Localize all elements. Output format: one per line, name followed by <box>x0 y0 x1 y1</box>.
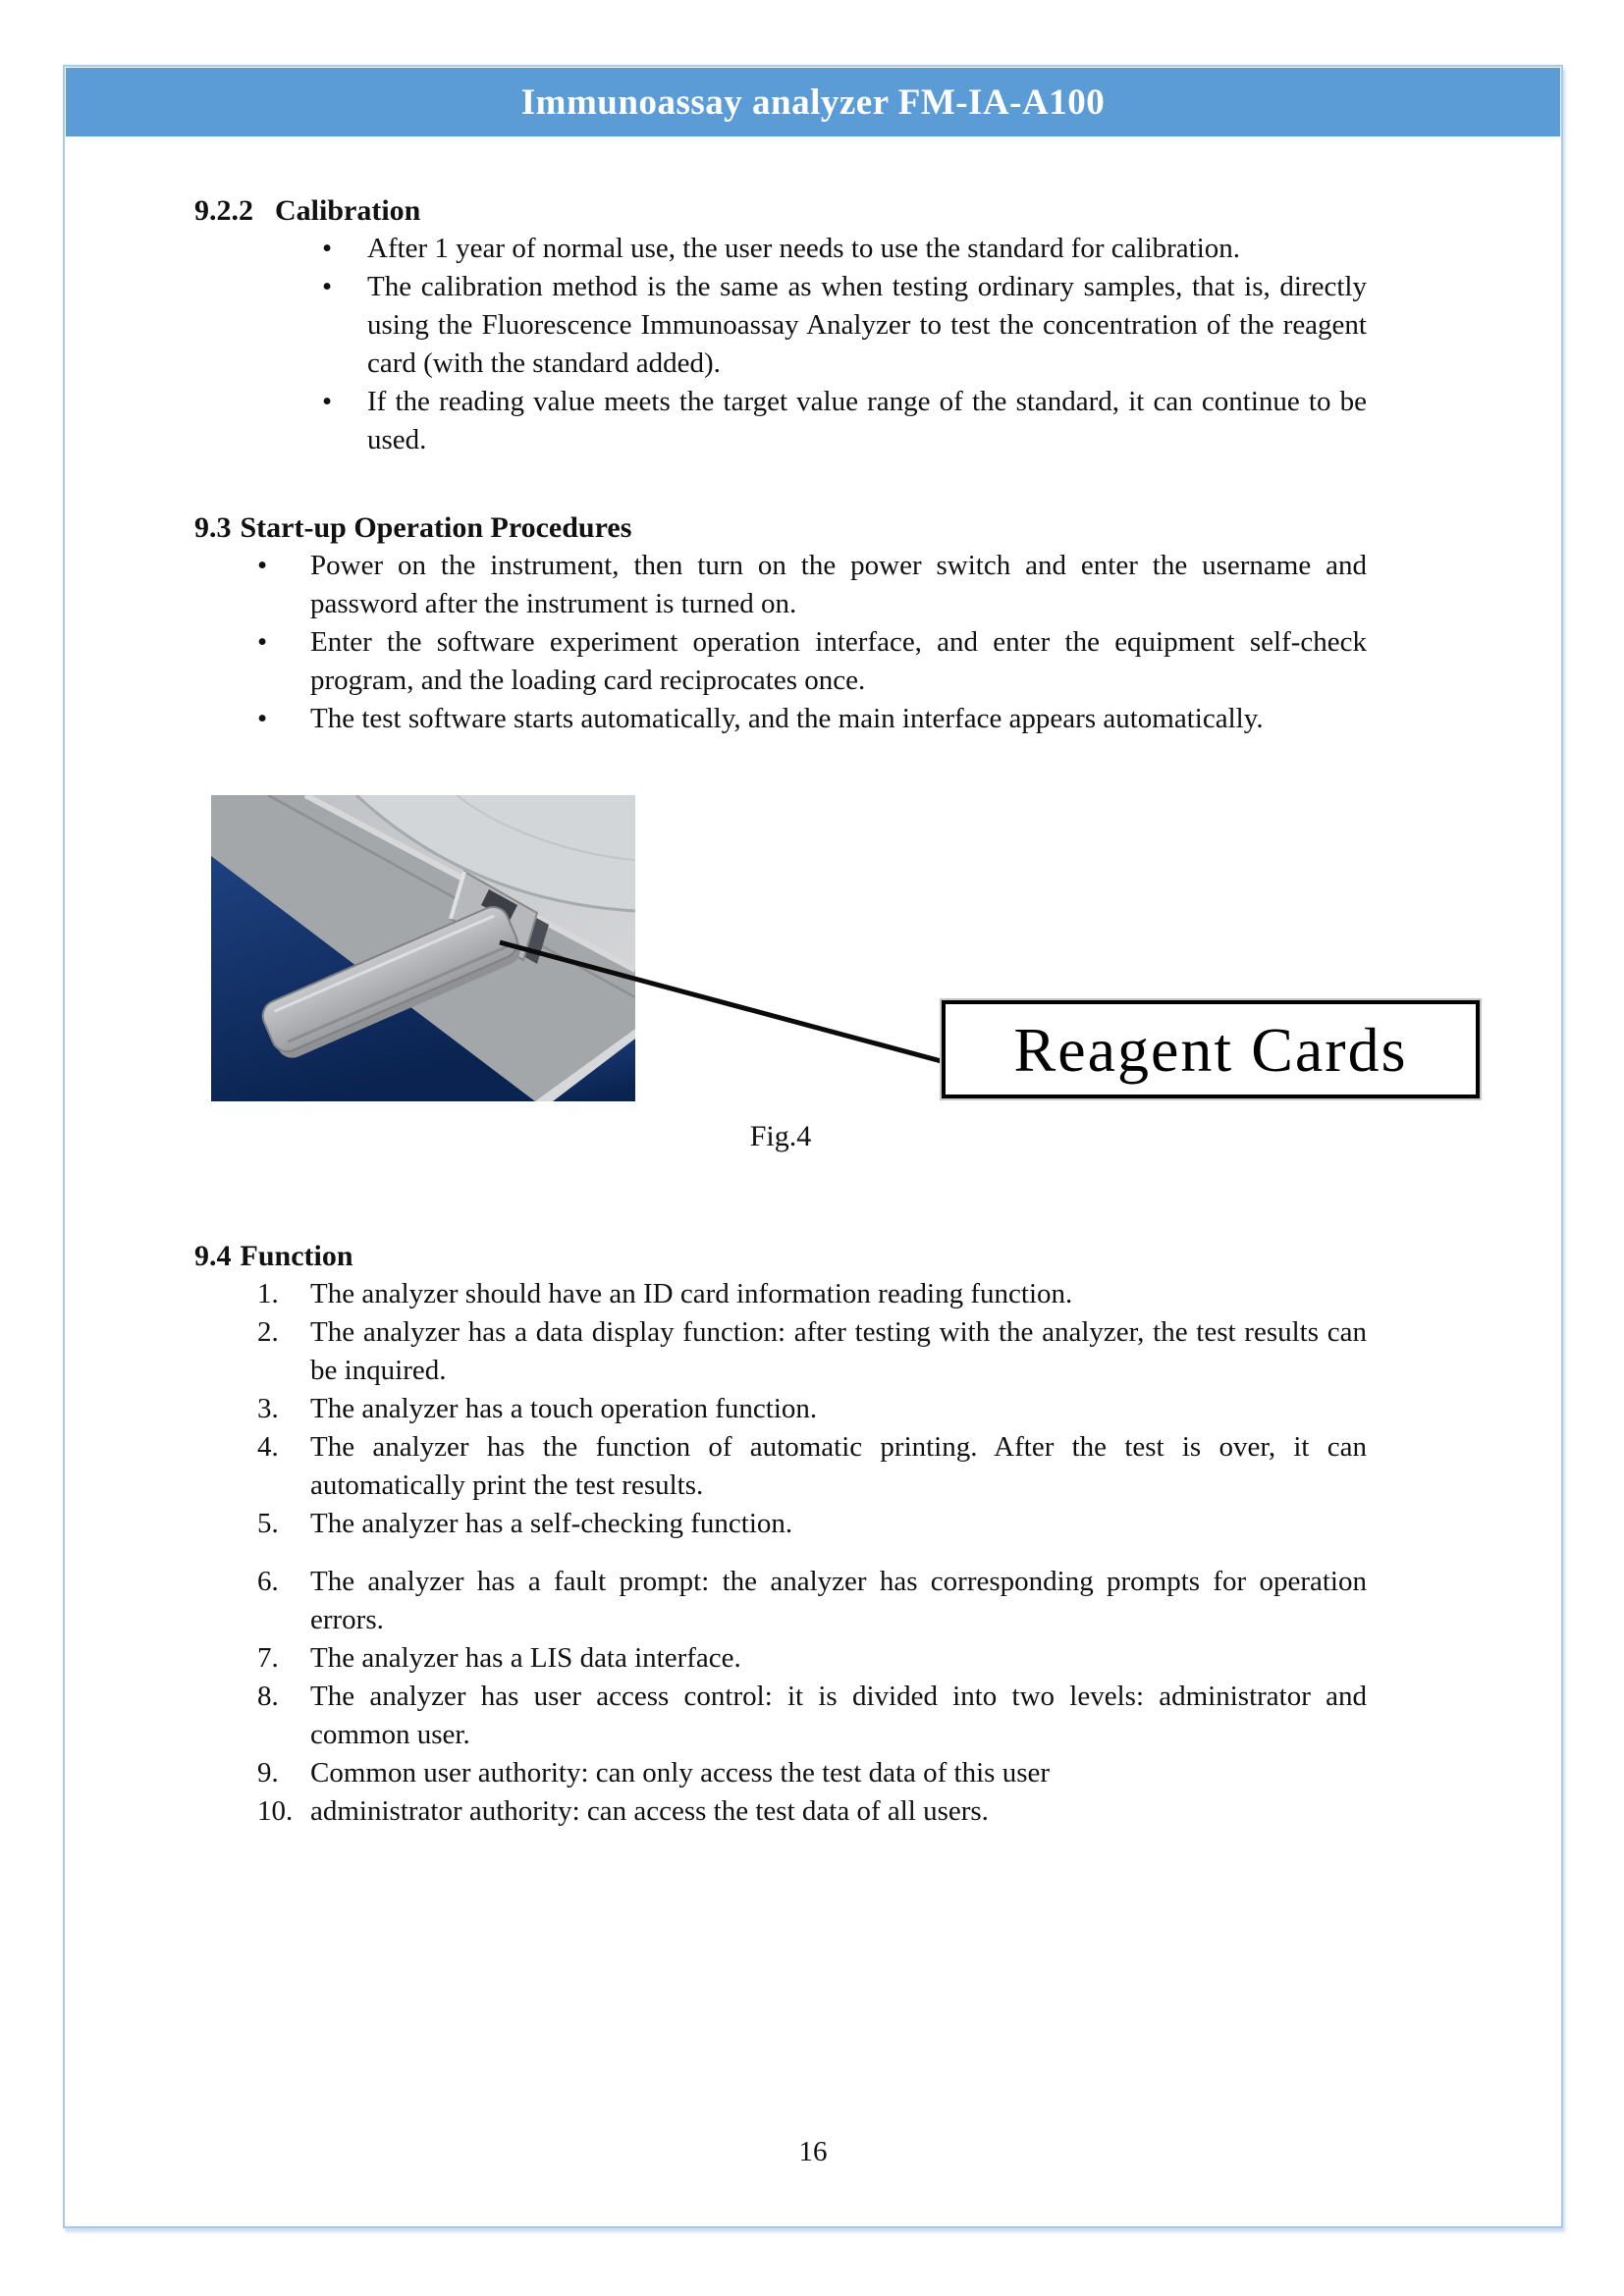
list-item-text: The analyzer has a LIS data interface. <box>310 1642 741 1674</box>
list-item-text: If the reading value meets the target value range of the standard, it can continue to be used. <box>367 386 1367 455</box>
list-item-text: The analyzer has a data display function: after testing with the analyzer, the test results can be inquired. <box>310 1316 1367 1386</box>
list-item-text: Enter the software experiment operation interface, and enter the equipment self-check program, and the loading card reciprocates once. <box>310 626 1367 696</box>
list-item <box>194 1275 1367 1313</box>
startup-bullet-list <box>194 547 1367 738</box>
list-item <box>194 1313 1367 1390</box>
page-number: 16 <box>798 2136 828 2167</box>
callout-label: Reagent Cards <box>1013 1014 1408 1085</box>
bullet-icon: • <box>257 626 268 658</box>
figure-caption: Fig.4 <box>749 1120 812 1152</box>
list-item-text: After 1 year of normal use, the user needs to use the standard for calibration. <box>367 233 1241 264</box>
item-number: 7. <box>257 1642 279 1674</box>
list-item <box>194 1639 1367 1678</box>
section-title: Function <box>240 1240 353 1272</box>
bullet-icon: • <box>322 386 333 417</box>
page-header-bar <box>66 68 1560 136</box>
list-item <box>194 547 1367 623</box>
list-item-text: The analyzer has a touch operation function. <box>310 1393 818 1424</box>
figure-4 <box>194 795 1408 1101</box>
section-title: Calibration <box>275 194 421 227</box>
function-numbered-list <box>194 1275 1367 1831</box>
calibration-bullet-list <box>194 230 1367 459</box>
item-number: 5. <box>257 1508 279 1539</box>
list-item <box>194 1754 1367 1792</box>
section-title: Start-up Operation Procedures <box>240 511 632 544</box>
item-number: 3. <box>257 1393 279 1424</box>
item-number: 6. <box>257 1566 279 1597</box>
page-border-frame <box>63 65 1563 2228</box>
list-item <box>194 1678 1367 1754</box>
list-item-text: The analyzer has a fault prompt: the analyzer has corresponding prompts for operation errors. <box>310 1566 1367 1635</box>
list-item <box>194 1428 1367 1505</box>
analyzer-photo <box>211 795 635 1101</box>
section-number: 9.3 <box>194 511 232 544</box>
list-item-text: Common user authority: can only access the test data of this user <box>310 1757 1051 1789</box>
list-item-text: The analyzer has user access control: it is divided into two levels: administrator and common user. <box>310 1681 1367 1750</box>
list-item-text: Power on the instrument, then turn on the power switch and enter the username and password after the instrument is turned on. <box>310 550 1367 619</box>
item-number: 9. <box>257 1757 279 1789</box>
section-number: 9.4 <box>194 1240 232 1272</box>
page-content <box>194 191 1408 1831</box>
bullet-icon: • <box>322 233 333 264</box>
document-title: Immunoassay analyzer FM-IA-A100 <box>520 81 1106 123</box>
item-number: 1. <box>257 1278 279 1309</box>
list-item <box>194 700 1367 738</box>
list-item <box>194 623 1367 700</box>
list-item-text: administrator authority: can access the test data of all users. <box>310 1795 989 1827</box>
list-item-text: The analyzer should have an ID card information reading function. <box>310 1278 1073 1309</box>
item-number: 4. <box>257 1431 279 1463</box>
bullet-icon: • <box>322 271 333 302</box>
list-item <box>194 1390 1367 1428</box>
section-heading-startup <box>194 508 1367 547</box>
list-item-text: The calibration method is the same as when testing ordinary samples, that is, directly using the Fluorescence Immunoassay Analyzer to test the concentration of the reagent card (with the standard added). <box>367 271 1367 379</box>
section-number: 9.2.2 <box>194 194 253 227</box>
list-item <box>194 1505 1367 1543</box>
bullet-icon: • <box>257 703 268 734</box>
list-item <box>194 268 1367 383</box>
bullet-icon: • <box>257 550 268 581</box>
item-number: 10. <box>257 1795 294 1827</box>
list-item-text: The test software starts automatically, and the main interface appears automatically. <box>310 703 1264 734</box>
list-item <box>194 1792 1367 1831</box>
section-heading-function <box>194 1237 1367 1275</box>
item-number: 2. <box>257 1316 279 1348</box>
list-item <box>194 1563 1367 1639</box>
list-item-text: The analyzer has the function of automatic printing. After the test is over, it can automatically print the test results. <box>310 1431 1367 1501</box>
list-item <box>194 383 1367 459</box>
callout-label-box <box>942 1000 1480 1098</box>
list-item-text: The analyzer has a self-checking function. <box>310 1508 793 1539</box>
item-number: 8. <box>257 1681 279 1712</box>
list-item <box>194 230 1367 268</box>
section-heading-calibration <box>194 191 1367 230</box>
